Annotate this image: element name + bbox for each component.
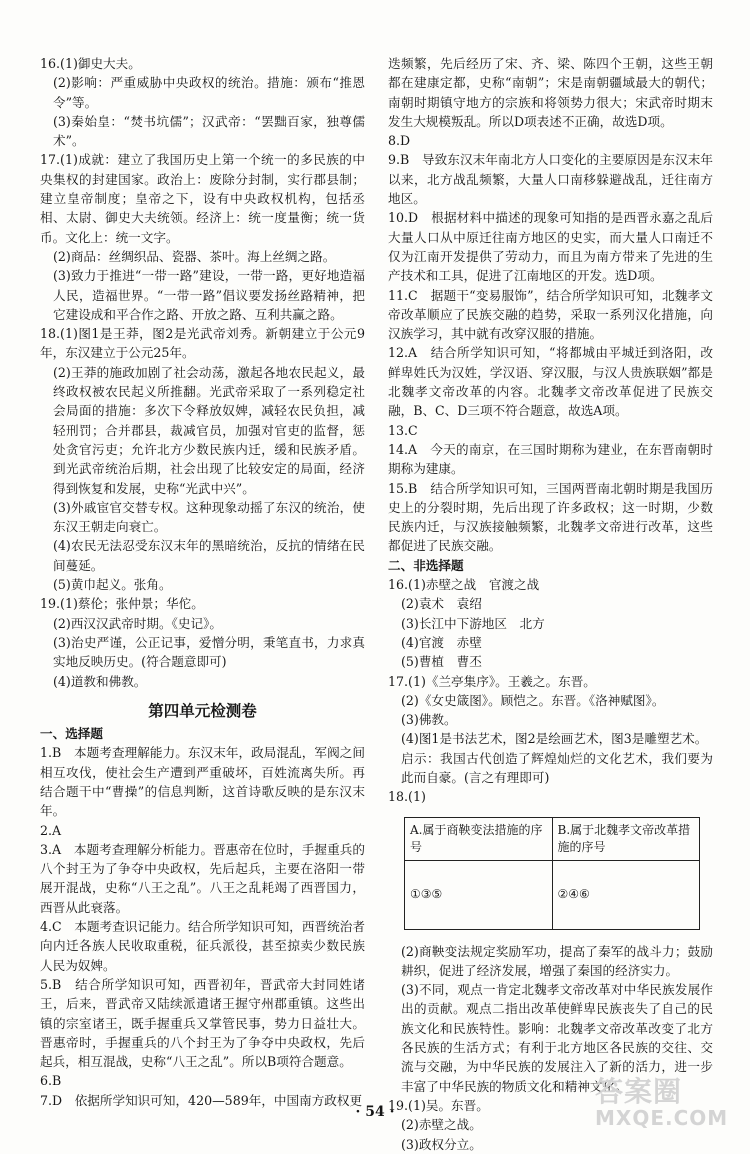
answer-paragraph: (3)不同，观点一肯定北魏孝文帝改革对中华民族发展作出的贡献。观点二指出改革使鲜卑民族丧失了自己的民族文化和民族特性。影响：北魏孝文帝改革改变了北方各民族的生活方式；有利于北方地区各民族的交往、交流与交融，为中华民族的发展注入了新的活力，进一步丰富了中华民族的物质文化和精神文化。 [401,982,713,1094]
answer-paragraph: 18.(1) [388,789,426,805]
answer-paragraph: 1.B 本题考查理解能力。东汉末年，政局混乱，军阀之间相互攻伐，使社会生产遭到严重破坏，百姓流离失所。再结合题干中“曹操”的信息判断，这首诗歌反映的是东汉末年。 [40,745,365,819]
table-header-b: B.属于北魏孝文帝改革措施的序号 [552,817,700,860]
answer-paragraph: 迭频繁，先后经历了宋、齐、梁、陈四个王朝，这些王朝都在建康定都，史称“南朝”；宋是南朝疆域最大的朝代；南朝时期镇守地方的宗族和将领势力很大；宋武帝时期末发生大规模叛乱。所以D项表述不正确，故选D项。 [388,56,713,129]
answer-paragraph: (2)影响：严重威胁中央政权的统治。措施：颁布“推恩令”等。 [53,75,365,110]
watermark [595,1070,728,1130]
answer-paragraph: 18.(1)图1是王莽，图2是光武帝刘秀。新朝建立于公元9年，东汉建立于公元25年。 [40,326,365,361]
answer-table [404,817,700,930]
answer-paragraph: (3)外戚宦官交替专权。这种现象动摇了东汉的统治，使东汉王朝走向衰亡。 [53,499,365,535]
answer-paragraph: (3)秦始皇：“焚书坑儒”；汉武帝：“罢黜百家，独尊儒术”。 [53,113,365,149]
answer-paragraph: (2)商鞅变法规定奖励军功，提高了秦军的战斗力；鼓励耕织，促进了经济发展，增强了秦国的经济实力。 [401,943,713,978]
answer-paragraph: 6.B [40,1073,62,1089]
answer-paragraph: (4)官渡 赤壁 [401,634,482,650]
answer-paragraph: 8.D [388,133,411,149]
answer-paragraph: 19.(1)蔡伦；张仲景；华佗。 [40,596,204,612]
answer-paragraph: (4)农民无法忍受东汉末年的黑暗统治，反抗的情绪在民间蔓延。 [53,538,365,573]
answer-paragraph: 16.(1)御史大夫。 [40,56,141,71]
table-value-a: ①③⑤ [405,860,553,929]
answer-paragraph: (3)长江中下游地区 北方 [401,615,545,631]
left-column [40,54,365,1110]
answer-paragraph: 16.(1)赤壁之战 官渡之战 [388,577,540,593]
answer-paragraph: 10.D 根据材料中描述的现象可知指的是西晋永嘉之乱后大量人口从中原迁往南方地区的史实，而大量人口南迁不仅为江南开发提供了劳动力，而且为南方带来了先进的生产技术和工具，促进了江南地区的开发。选D项。 [388,210,713,284]
section-heading: 第四单元检测卷 [148,700,257,720]
answer-paragraph: 12.A 结合所学知识可知，“将都城由平城迁到洛阳，改鲜卑姓氏为汉姓，学汉语、穿汉服，与汉人贵族联姻”都是北魏孝文帝改革的内容。北魏孝文帝改革促进了民族交融，B、C、D三项不符合题意，故选A项。 [388,345,713,419]
page-number: · 54 · [355,1104,395,1120]
answer-paragraph: 3.A 本题考查理解分析能力。晋惠帝在位时，手握重兵的八个封王为了争夺中央政权，先后起兵，主要在洛阳一带展开混战，史称“八王之乱”。八王之乱耗竭了西晋国力，西晋从此衰落。 [40,841,365,915]
answer-paragraph: 4.C 本题考查识记能力。结合所学知识可知，西晋统治者向内迁各族人民收取重税，征兵派役，甚至掠卖少数民族人民为奴婢。 [40,919,365,973]
answer-paragraph: (2)袁术 袁绍 [401,596,482,612]
answer-paragraph: (2)《女史箴图》。顾恺之。东晋。《洛神赋图》。 [401,692,665,708]
answer-paragraph: (4)道教和佛教。 [53,673,147,689]
answer-paragraph: (2)西汉汉武帝时期。《史记》。 [53,615,222,631]
answer-paragraph: (2)商品：丝绸织品、瓷器、茶叶。海上丝绸之路。 [53,248,336,264]
section-heading: 二、非选择题 [388,557,464,573]
answer-paragraph: 9.B 导致东汉末年南北方人口变化的主要原因是东汉末年以来，北方战乱频繁，大量人口南移躲避战乱，迁往南方地区。 [388,152,713,207]
answer-paragraph: 11.C 据题干“变易服饰”，结合所学知识可知，北魏孝文帝改革顺应了民族交融的趋势，采取一系列汉化措施，向汉族学习，其中就有改穿汉服的措施。 [388,287,713,342]
table-header-a: A.属于商鞅变法措施的序号 [405,817,553,860]
section-heading: 一、选择题 [40,726,103,742]
answer-paragraph: 7.D 依据所学知识可知，420—589年，中国南方政权更 [40,1092,363,1108]
answer-paragraph: 14.A 今天的南京，在三国时期称为建业，在东晋南朝时期称为建康。 [388,441,713,477]
answer-paragraph: (2)赤壁之战。 [401,1117,482,1133]
answer-paragraph: 2.A [40,822,62,838]
table-value-b: ②④⑥ [552,860,700,929]
answer-paragraph: 19.(1)吴。东晋。 [388,1097,489,1113]
answer-paragraph: (2)王莽的施政加剧了社会动荡，激起各地农民起义，最终政权被农民起义所推翻。光武帝采取了一系列稳定社会局面的措施：多次下令释放奴婢，减轻农民负担，减轻刑罚；合并郡县，裁减官员，加强对官吏的监督，惩处贪官污吏；允许北方少数民族内迁，缓和民族矛盾。到光武帝统治后期，社会出现了比较安定的局面，经济得到恢复和发展，史称“光武中兴”。 [53,364,365,496]
answer-paragraph: 17.(1)《兰亭集序》。王羲之。东晋。 [388,673,596,689]
answer-paragraph: 17.(1)成就：建立了我国历史上第一个统一的多民族的中央集权的封建国家。政治上：废除分封制，实行郡县制；建立皇帝制度；皇帝之下，设有中央政权机构，包括丞相、太尉、御史大夫统领。经济上：统一度量衡；统一货币。文化上：统一文字。 [40,152,365,245]
answer-paragraph: (5)黄巾起义。张角。 [53,577,172,593]
watermark-logo: 答案圈 [595,1075,683,1108]
answer-paragraph: 13.C [388,422,418,438]
answer-paragraph: 启示：我国古代创造了辉煌灿烂的文化艺术，我们要为此而自豪。(言之有理即可) [401,750,713,785]
answer-paragraph: 15.B 结合所学知识可知，三国两晋南北朝时期是我国历史上的分裂时期，先后出现了许多政权；这一时期，少数民族内迁，与汉族接触频繁，北魏孝文帝进行改革，这些都促进了民族交融。 [388,480,713,554]
answer-paragraph: 5.B 结合所学知识可知，西晋初年，晋武帝大封同姓诸王，后来，晋武帝又陆续派遣诸王握守州郡重镇。这些出镇的宗室诸王，既手握重兵又掌管民事，势力日益壮大。晋惠帝时，手握重兵的八个封王为了争夺中央政权，先后起兵，相互混战，史称“八王之乱”。所以B项符合题意。 [40,976,365,1070]
answer-paragraph: (3)治史严谨，公正记事，爱憎分明，秉笔直书，力求真实地反映历史。(符合题意即可) [53,634,365,670]
answer-paragraph: (5)曹植 曹丕 [401,654,482,670]
answer-paragraph: (4)图1是书法艺术，图2是绘画艺术，图3是雕塑艺术。 [401,731,708,747]
right-column-upper [388,54,713,807]
watermark-url: MXQE.COM [595,1106,729,1130]
right-column [388,54,713,1154]
answer-paragraph: (3)佛教。 [401,712,457,728]
answer-paragraph: (3)致力于推进“一带一路”建设，一带一路，更好地造福人民，造福世界。“一带一路”倡议要发扬丝路精神，把它建设成和平合作之路、开放之路、互利共赢之路。 [53,268,365,322]
answer-paragraph: (3)政权分立。 [401,1136,482,1152]
